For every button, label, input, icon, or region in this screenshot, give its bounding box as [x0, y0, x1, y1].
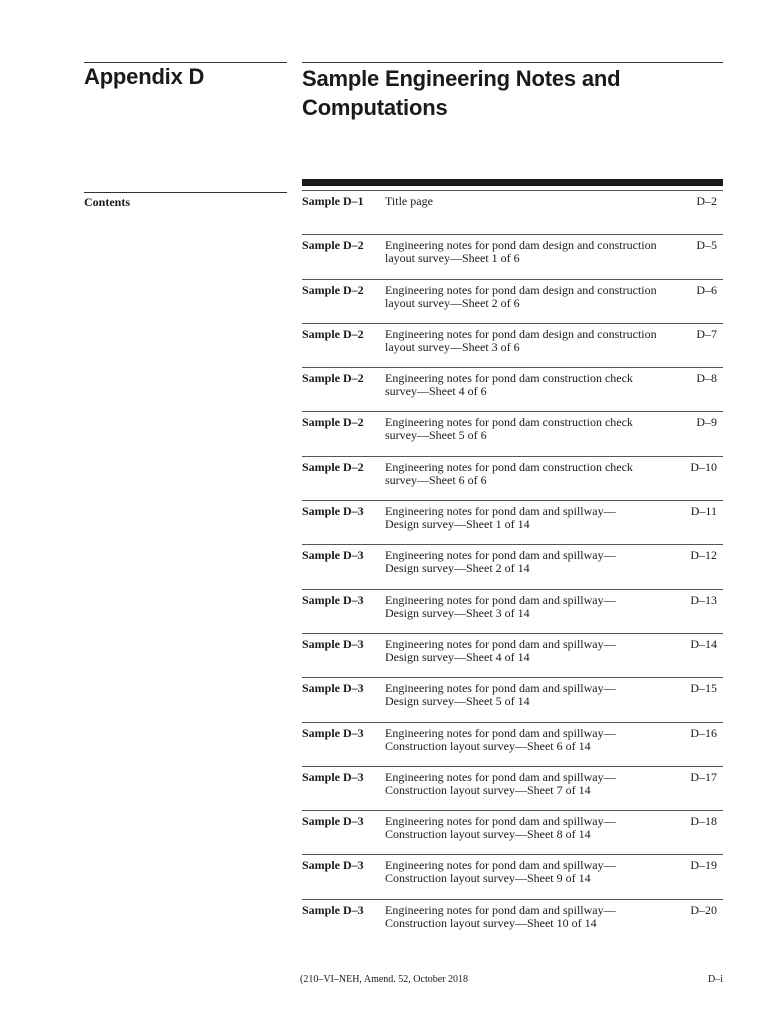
toc-page-number: D–8	[696, 371, 717, 386]
toc-sample-id: Sample D–3	[302, 725, 364, 740]
toc-description	[385, 771, 685, 797]
toc-description	[385, 682, 685, 708]
toc-description-line-1: Engineering notes for pond dam and spillway—	[385, 592, 616, 607]
toc-row	[302, 544, 723, 588]
toc-description-line-2: Construction layout survey—Sheet 7 of 14	[385, 782, 591, 797]
toc-description-line-1: Engineering notes for pond dam design and construction	[385, 238, 657, 253]
toc-description-line-1: Engineering notes for pond dam and spillway—	[385, 858, 616, 873]
toc-row	[302, 589, 723, 633]
toc-sample-id: Sample D–3	[302, 636, 364, 651]
toc-description-line-2: Construction layout survey—Sheet 9 of 14	[385, 871, 591, 886]
toc-page-number: D–19	[690, 858, 717, 873]
toc-row	[302, 854, 723, 898]
toc-page-number: D–17	[690, 769, 717, 784]
toc-page-number: D–12	[690, 548, 717, 563]
toc-description	[385, 594, 685, 620]
appendix-title	[302, 64, 722, 122]
toc-page-number: D–13	[690, 592, 717, 607]
toc-sample-id: Sample D–2	[302, 459, 364, 474]
toc-row	[302, 677, 723, 721]
appendix-title-line-1: Sample Engineering Notes and	[302, 66, 621, 91]
toc-sample-id: Sample D–2	[302, 415, 364, 430]
toc-page-number: D–14	[690, 636, 717, 651]
toc-page-number: D–20	[690, 902, 717, 917]
table-of-contents	[302, 190, 723, 943]
header-rule-right	[302, 62, 723, 63]
toc-description	[385, 727, 685, 753]
toc-description-line-2: Design survey—Sheet 2 of 14	[385, 561, 530, 576]
toc-row	[302, 190, 723, 234]
toc-sample-id: Sample D–3	[302, 769, 364, 784]
toc-description-line-2: layout survey—Sheet 2 of 6	[385, 295, 520, 310]
toc-row	[302, 899, 723, 943]
section-divider-bar	[302, 179, 723, 186]
toc-description-line-2: survey—Sheet 6 of 6	[385, 472, 487, 487]
toc-sample-id: Sample D–3	[302, 504, 364, 519]
toc-page-number: D–16	[690, 725, 717, 740]
toc-description-line-2: Design survey—Sheet 3 of 14	[385, 605, 530, 620]
toc-row	[302, 323, 723, 367]
contents-rule	[84, 192, 287, 193]
toc-row	[302, 234, 723, 278]
toc-sample-id: Sample D–2	[302, 238, 364, 253]
toc-description-line-2: layout survey—Sheet 1 of 6	[385, 251, 520, 266]
toc-description-line-1: Engineering notes for pond dam construction check	[385, 415, 633, 430]
toc-row	[302, 500, 723, 544]
toc-page-number: D–6	[696, 282, 717, 297]
toc-description-line-1: Engineering notes for pond dam and spillway—	[385, 636, 616, 651]
toc-sample-id: Sample D–3	[302, 902, 364, 917]
toc-description-line-2: Design survey—Sheet 4 of 14	[385, 649, 530, 664]
toc-description-line-1: Engineering notes for pond dam construction check	[385, 459, 633, 474]
toc-description-line-1: Engineering notes for pond dam design and construction	[385, 326, 657, 341]
toc-page-number: D–15	[690, 681, 717, 696]
toc-description-line-2: Construction layout survey—Sheet 10 of 14	[385, 915, 597, 930]
toc-description-line-2: survey—Sheet 5 of 6	[385, 428, 487, 443]
toc-description	[385, 904, 685, 930]
toc-description	[385, 416, 685, 442]
toc-sample-id: Sample D–3	[302, 592, 364, 607]
toc-description-line-2: Design survey—Sheet 1 of 14	[385, 517, 530, 532]
toc-page-number: D–7	[696, 326, 717, 341]
toc-sample-id: Sample D–1	[302, 194, 364, 208]
toc-description	[385, 505, 685, 531]
toc-description-line-1: Engineering notes for pond dam and spillway—	[385, 681, 616, 696]
toc-description	[385, 461, 685, 487]
toc-description-line-1: Engineering notes for pond dam and spillway—	[385, 814, 616, 829]
toc-description-line-2: layout survey—Sheet 3 of 6	[385, 339, 520, 354]
toc-description	[385, 549, 685, 575]
toc-description-line-2: Construction layout survey—Sheet 8 of 14	[385, 827, 591, 842]
toc-row	[302, 633, 723, 677]
toc-row	[302, 279, 723, 323]
toc-description-line-1: Engineering notes for pond dam and spillway—	[385, 725, 616, 740]
toc-description-line-2: Construction layout survey—Sheet 6 of 14	[385, 738, 591, 753]
toc-page-number: D–18	[690, 814, 717, 829]
toc-description-line-1: Engineering notes for pond dam construction check	[385, 371, 633, 386]
toc-sample-id: Sample D–3	[302, 548, 364, 563]
toc-description-line-1: Title page	[385, 194, 433, 208]
toc-description	[385, 815, 685, 841]
toc-row	[302, 411, 723, 455]
toc-description	[385, 328, 685, 354]
toc-description-line-2: Design survey—Sheet 5 of 14	[385, 694, 530, 709]
toc-description	[385, 372, 685, 398]
toc-sample-id: Sample D–2	[302, 371, 364, 386]
toc-description-line-1: Engineering notes for pond dam and spillway—	[385, 902, 616, 917]
toc-page-number: D–2	[696, 194, 717, 208]
toc-description	[385, 638, 685, 664]
toc-page-number: D–9	[696, 415, 717, 430]
toc-sample-id: Sample D–3	[302, 858, 364, 873]
toc-description	[385, 239, 685, 265]
toc-description-line-1: Engineering notes for pond dam and spillway—	[385, 548, 616, 563]
toc-sample-id: Sample D–2	[302, 282, 364, 297]
toc-description-line-2: survey—Sheet 4 of 6	[385, 384, 487, 399]
toc-description-line-1: Engineering notes for pond dam and spillway—	[385, 504, 616, 519]
footer-page-number: D–i	[708, 974, 723, 985]
toc-description-line-1: Engineering notes for pond dam and spillway—	[385, 769, 616, 784]
toc-sample-id: Sample D–3	[302, 814, 364, 829]
toc-row	[302, 810, 723, 854]
toc-row	[302, 766, 723, 810]
header-rule-left	[84, 62, 287, 63]
toc-row	[302, 367, 723, 411]
toc-page-number: D–5	[696, 238, 717, 253]
toc-sample-id: Sample D–2	[302, 326, 364, 341]
footer-citation: (210–VI–NEH, Amend. 52, October 2018	[299, 974, 469, 985]
appendix-title-line-2: Computations	[302, 95, 448, 120]
toc-description	[385, 284, 685, 310]
toc-description	[385, 859, 685, 885]
contents-label: Contents	[84, 195, 131, 209]
toc-description-line-1: Engineering notes for pond dam design and construction	[385, 282, 657, 297]
toc-page-number: D–11	[690, 504, 717, 519]
toc-description	[385, 195, 685, 208]
toc-sample-id: Sample D–3	[302, 681, 364, 696]
appendix-label: Appendix D	[84, 64, 205, 89]
toc-row	[302, 722, 723, 766]
toc-page-number: D–10	[690, 459, 717, 474]
toc-row	[302, 456, 723, 500]
